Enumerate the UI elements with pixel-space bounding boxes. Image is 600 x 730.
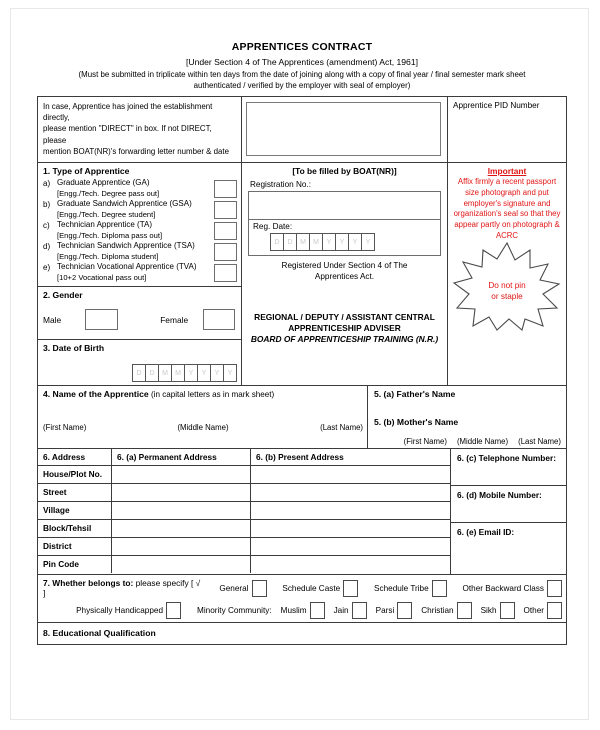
option-name: Technician Sandwich Apprentice (TSA) <box>57 241 195 251</box>
address-row-label: Block/Tehsil <box>38 520 112 537</box>
address-row <box>38 484 450 502</box>
minority-option-jain[interactable] <box>334 602 367 619</box>
physically-handicapped-label: Physically Handicapped <box>76 606 164 616</box>
option-text <box>57 262 211 283</box>
option-name: Graduate Sandwich Apprentice (GSA) <box>57 199 192 209</box>
boat-office-column <box>242 163 448 385</box>
important-body-text: Affix firmly a recent passport size photograph and put employer's signature and organization's seal so that they appear partly on photograph & ACRC <box>453 177 561 240</box>
option-letter: c) <box>43 221 50 231</box>
address-row <box>38 538 450 556</box>
direct-joining-input[interactable] <box>246 102 441 156</box>
address-heading: 6. Address <box>38 449 112 465</box>
category-option-schedule-tribe[interactable] <box>374 580 447 597</box>
minority-option-christian[interactable] <box>421 602 471 619</box>
address-row-label: Pin Code <box>38 556 112 573</box>
submission-note <box>37 70 567 91</box>
minority-checkbox[interactable] <box>397 602 412 619</box>
submission-note-line-2: authenticated / verified by the employer with seal of employer) <box>193 80 411 90</box>
permanent-address-input[interactable] <box>112 502 251 519</box>
apprentice-pid-label: Apprentice PID Number <box>453 101 540 110</box>
address-row <box>38 502 450 520</box>
option-letter: d) <box>43 242 51 252</box>
telephone-cell <box>451 449 566 486</box>
sections-1-to-3-row <box>38 163 566 386</box>
present-address-input[interactable] <box>251 520 450 537</box>
address-row <box>38 520 450 538</box>
section-4-heading-note: (in capital letters as in mark sheet) <box>148 390 275 400</box>
address-row <box>38 466 450 484</box>
minority-option-parsi[interactable] <box>376 602 413 619</box>
apprentice-type-option[interactable] <box>38 262 241 283</box>
act-reference: [Under Section 4 of The Apprentices (amendment) Act, 1961] <box>185 57 418 67</box>
mother-name-input[interactable] <box>368 427 566 437</box>
form-sheet <box>37 41 567 645</box>
category-label: Other Backward Class <box>462 583 544 593</box>
address-table <box>38 449 451 574</box>
boat-section-title: [To be filled by BOAT(NR)] <box>292 166 397 177</box>
label-middle-name: (Middle Name) <box>177 423 229 433</box>
apprentice-pid-cell <box>448 97 566 162</box>
category-row-secondary <box>38 600 566 622</box>
address-row-label: House/Plot No. <box>38 466 112 483</box>
reg-date-cell[interactable]: Y <box>361 233 375 251</box>
option-checkbox[interactable] <box>214 222 237 240</box>
gender-male-label: Male <box>43 314 62 325</box>
category-option-schedule-caste[interactable] <box>282 580 358 597</box>
adviser-designation-line-2: APPRENTICESHIP ADVISER <box>288 323 401 334</box>
submission-note-line-1: (Must be submitted in triplicate within ten days from the date of joining along with a copy of final year / final semester mark sheet <box>78 70 526 79</box>
starburst-line-2: or staple <box>491 292 523 302</box>
present-address-header: 6. (b) Present Address <box>256 452 344 463</box>
minority-checkbox[interactable] <box>457 602 472 619</box>
section-type-of-apprentice <box>38 163 241 287</box>
telephone-label: 6. (c) Telephone Number: <box>457 453 556 464</box>
dob-cell[interactable]: M <box>158 364 172 382</box>
label-middle-name: (Middle Name) <box>456 437 509 447</box>
reg-date-cell[interactable]: M <box>309 233 323 251</box>
registered-note-line-1: Registered Under Section 4 of The <box>281 261 408 271</box>
document-page <box>10 8 589 720</box>
photograph-instructions-column <box>448 163 566 385</box>
minority-checkbox[interactable] <box>547 602 562 619</box>
registration-date-label: Reg. Date: <box>253 222 293 232</box>
section-apprentice-name <box>38 386 368 448</box>
dob-cells <box>133 364 237 382</box>
registration-date-grid[interactable] <box>253 233 436 251</box>
form-body <box>37 96 567 645</box>
address-row-label: Village <box>38 502 112 519</box>
starburst-line-1: Do not pin <box>488 280 526 290</box>
gender-options <box>38 302 241 339</box>
category-checkbox[interactable] <box>432 580 447 597</box>
minority-option-sikh[interactable] <box>481 602 515 619</box>
category-checkbox[interactable] <box>252 580 267 597</box>
starburst-text <box>451 280 563 304</box>
dob-cell[interactable]: D <box>132 364 146 382</box>
apprentice-type-option[interactable] <box>38 241 241 262</box>
option-checkbox[interactable] <box>214 264 237 282</box>
mobile-label: 6. (d) Mobile Number: <box>457 490 542 501</box>
registration-number-input[interactable] <box>248 191 441 220</box>
direct-note-line-3: mention BOAT(NR)'s forwarding letter number & date <box>43 146 229 156</box>
apprentice-type-option[interactable] <box>38 199 241 220</box>
category-checkbox[interactable] <box>343 580 358 597</box>
address-row <box>38 556 450 573</box>
starburst-badge <box>451 240 563 332</box>
section-address <box>38 449 566 575</box>
option-checkbox[interactable] <box>214 201 237 219</box>
direct-joining-input-cell <box>242 97 448 162</box>
page-title: APPRENTICES CONTRACT <box>231 41 373 53</box>
option-name: Technician Vocational Apprentice (TVA) <box>57 262 197 272</box>
apprentice-type-option[interactable] <box>38 220 241 241</box>
option-checkbox[interactable] <box>214 243 237 261</box>
section-parents-names <box>368 386 566 448</box>
label-first-name: (First Name) <box>403 437 447 447</box>
gender-female-label: Female <box>160 314 189 325</box>
physically-handicapped-option[interactable] <box>76 602 181 619</box>
apprentice-name-sublabels <box>38 423 367 434</box>
label-first-name: (First Name) <box>43 423 87 433</box>
present-address-input[interactable] <box>251 556 450 573</box>
minority-label: Other <box>523 606 544 616</box>
section-7-heading <box>43 578 204 598</box>
section-4-heading <box>38 386 367 399</box>
reg-date-cell[interactable]: D <box>283 233 297 251</box>
option-text <box>57 241 211 262</box>
minority-label: Muslim <box>280 606 307 616</box>
email-cell <box>451 523 566 574</box>
section-5a-heading: 5. (a) Father's Name <box>374 389 456 400</box>
present-address-input[interactable] <box>251 502 450 519</box>
contact-details-column <box>451 449 566 574</box>
registered-under-note <box>248 256 441 286</box>
dob-cell[interactable]: Y <box>184 364 198 382</box>
section-2-heading: 2. Gender <box>43 290 83 301</box>
names-row <box>38 386 566 449</box>
section-date-of-birth <box>38 340 241 385</box>
reg-date-cell[interactable]: Y <box>322 233 336 251</box>
minority-community-label: Minority Community: <box>197 606 272 616</box>
minority-label: Jain <box>333 606 349 616</box>
option-qualifier: [Engg./Tech. Diploma student] <box>57 252 159 262</box>
permanent-address-input[interactable] <box>112 538 251 555</box>
dob-cell[interactable]: Y <box>197 364 211 382</box>
apprentice-type-option[interactable] <box>38 178 241 199</box>
dob-cell[interactable]: Y <box>223 364 237 382</box>
option-qualifier: [Engg./Tech. Diploma pass out] <box>57 230 163 240</box>
permanent-address-input[interactable] <box>112 556 251 573</box>
minority-label: Parsi <box>375 606 395 616</box>
option-checkbox[interactable] <box>214 180 237 198</box>
direct-joining-instructions <box>38 97 242 162</box>
section-4-heading-bold: 4. Name of the Apprentice <box>43 389 149 400</box>
option-text <box>57 178 211 199</box>
direct-note-line-1: In case, Apprentice has joined the establishment directly, <box>43 102 213 123</box>
option-name: Technician Apprentice (TA) <box>57 220 153 230</box>
option-letter: e) <box>43 263 51 273</box>
option-text <box>57 199 211 220</box>
section-7-heading-bold: 7. Whether belongs to: <box>43 578 134 589</box>
registration-number-label: Registration No.: <box>250 180 311 190</box>
label-last-name: (Last Name) <box>320 423 364 433</box>
address-row-label: Street <box>38 484 112 501</box>
category-label: Schedule Caste <box>282 583 341 593</box>
important-notice <box>448 163 566 385</box>
document-header <box>37 41 567 91</box>
section-category <box>38 575 566 623</box>
minority-checkbox[interactable] <box>352 602 367 619</box>
permanent-address-input[interactable] <box>112 484 251 501</box>
category-checkbox[interactable] <box>547 580 562 597</box>
category-row-primary <box>38 575 566 600</box>
registration-date-block <box>248 220 441 256</box>
present-address-input[interactable] <box>251 466 450 483</box>
reg-date-cell[interactable]: Y <box>348 233 362 251</box>
registered-note-line-2: Apprentices Act. <box>314 272 375 282</box>
section-1-heading: 1. Type of Apprentice <box>43 166 130 177</box>
left-column <box>38 163 242 385</box>
gender-female-checkbox[interactable] <box>203 309 235 330</box>
reg-date-cell[interactable]: M <box>296 233 310 251</box>
minority-checkbox[interactable] <box>310 602 325 619</box>
apprentice-name-input[interactable] <box>38 399 367 423</box>
direct-note-line-2: please mention "DIRECT" in box. If not DIRECT, please <box>43 124 212 145</box>
dob-cell[interactable]: Y <box>210 364 224 382</box>
category-option-general[interactable] <box>219 580 266 597</box>
adviser-organisation: BOARD OF APPRENTICESHIP TRAINING (N.R.) <box>250 334 439 345</box>
category-label: General <box>219 583 249 593</box>
minority-label: Christian <box>421 606 454 616</box>
minority-option-muslim[interactable] <box>281 602 325 619</box>
physically-handicapped-checkbox[interactable] <box>166 602 181 619</box>
reg-date-cell[interactable]: D <box>270 233 284 251</box>
option-letter: b) <box>43 200 51 210</box>
gender-male-checkbox[interactable] <box>85 309 117 330</box>
minority-checkbox[interactable] <box>500 602 515 619</box>
date-of-birth-grid[interactable] <box>38 355 241 385</box>
adviser-designation-line-1: REGIONAL / DEPUTY / ASSISTANT CENTRAL <box>254 312 435 323</box>
important-heading: Important <box>487 166 527 177</box>
section-5b-heading: 5. (b) Mother's Name <box>374 417 459 428</box>
label-last-name: (Last Name) <box>518 437 561 447</box>
option-letter: a) <box>43 179 51 189</box>
parents-name-sublabels <box>368 437 566 448</box>
option-qualifier: [Engg./Tech. Degree pass out] <box>57 188 160 198</box>
address-header-row <box>38 449 450 466</box>
option-name: Graduate Apprentice (GA) <box>57 178 150 188</box>
section-gender <box>38 287 241 340</box>
category-option-other-backward-class[interactable] <box>463 580 562 597</box>
minority-option-other[interactable] <box>524 602 562 619</box>
mobile-cell <box>451 486 566 523</box>
option-qualifier: [Engg./Tech. Degree student] <box>57 209 156 219</box>
address-row-label: District <box>38 538 112 555</box>
permanent-address-input[interactable] <box>112 466 251 483</box>
section-7-heading-note: please specify [ √ ] <box>43 578 201 599</box>
category-label: Schedule Tribe <box>374 583 429 593</box>
option-qualifier: [10+2 Vocational pass out] <box>57 273 147 283</box>
father-name-input[interactable] <box>368 399 566 411</box>
section-educational-qualification: 8. Educational Qualification <box>43 628 156 639</box>
reg-date-cell[interactable]: Y <box>335 233 349 251</box>
boat-registration-area <box>242 179 447 286</box>
permanent-address-input[interactable] <box>112 520 251 537</box>
minority-label: Sikh <box>480 606 497 616</box>
direct-joining-row <box>38 97 566 163</box>
adviser-signature-block <box>242 312 447 345</box>
dob-cell[interactable]: D <box>145 364 159 382</box>
option-text <box>57 220 211 241</box>
section-3-heading: 3. Date of Birth <box>43 343 105 354</box>
present-address-input[interactable] <box>251 484 450 501</box>
email-label: 6. (e) Email ID: <box>457 527 515 538</box>
apprentice-type-list <box>38 178 241 286</box>
dob-cell[interactable]: M <box>171 364 185 382</box>
present-address-input[interactable] <box>251 538 450 555</box>
permanent-address-header: 6. (a) Permanent Address <box>112 449 251 465</box>
